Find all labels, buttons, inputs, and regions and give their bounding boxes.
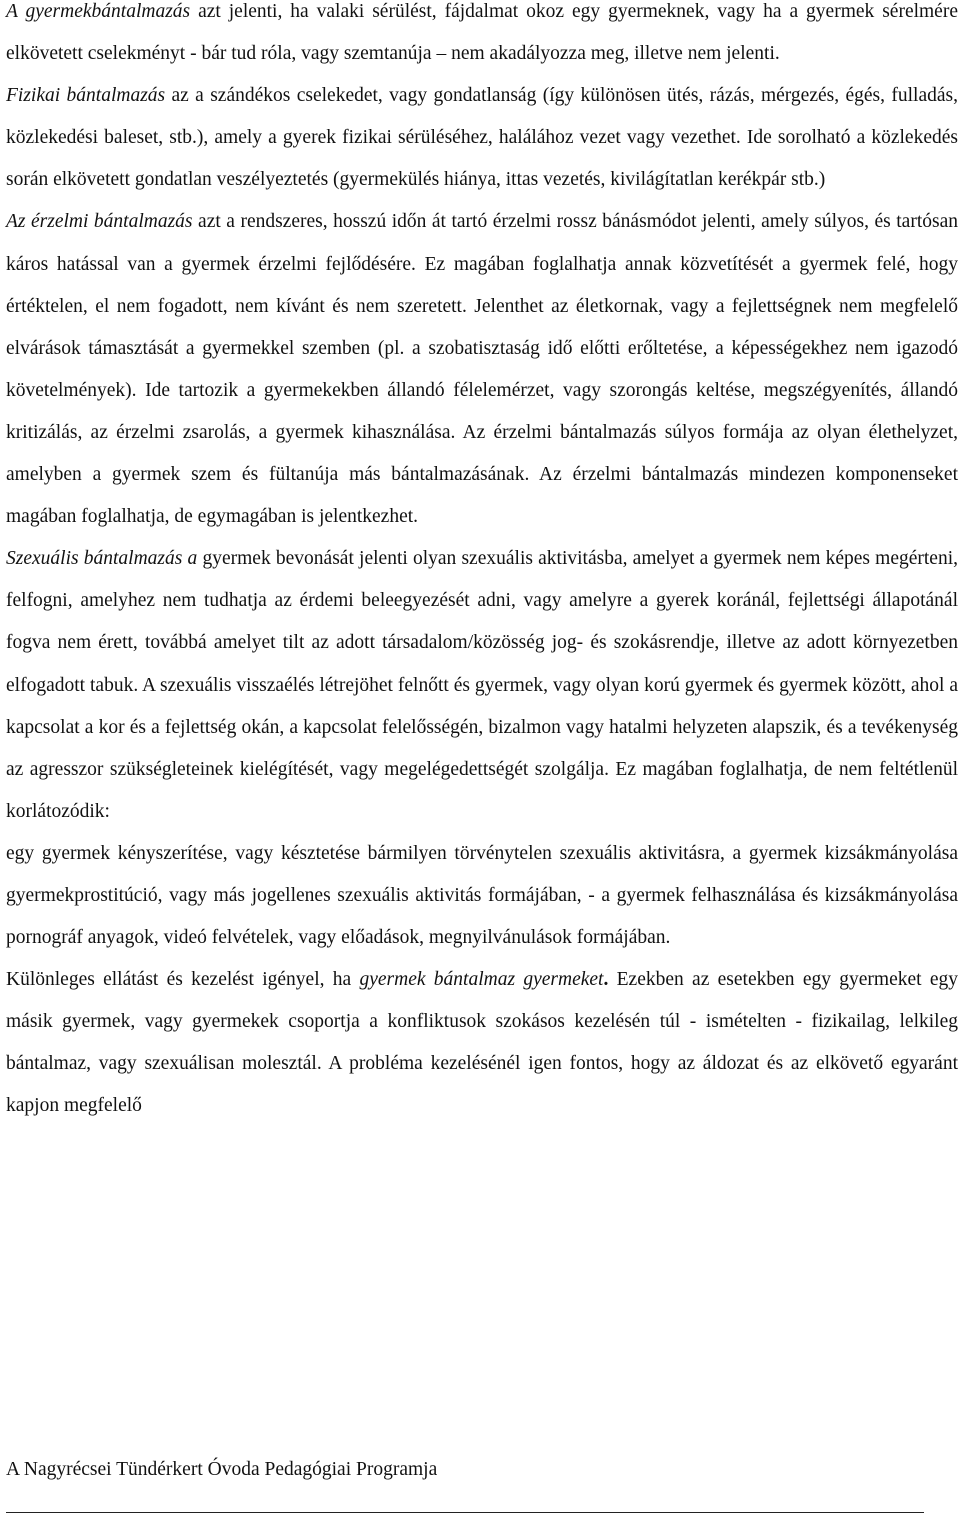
bold-period: .: [603, 969, 609, 991]
term-child-abuse: A gyermekbántalmazás: [6, 1, 191, 22]
term-physical-abuse: Fizikai bántalmazás: [6, 85, 166, 107]
page-footer: A Nagyrécsei Tündérkert Óvoda Pedagógiai Programja: [6, 1459, 438, 1480]
paragraph-physical-abuse: [6, 75, 958, 201]
paragraph-text: Ezekben az esetekben egy gyermeket egy másik gyermek, vagy gyermekek csoportja a konfliktusok szokásos kezelésén túl - ismételten - fizikailag, lelkileg bántalmaz, vagy szexuálisan molesztál. A probléma kezelésénél igen fontos, hogy az áldozat és az elkövető egyaránt kapjon megfelelő: [6, 969, 958, 1117]
paragraph-text: egy gyermek kényszerítése, vagy késztetése bármilyen törvénytelen szexuális aktivitásra, a gyermek kizsákmányolása gyermekprostitúció, vagy más jogellenes szexuális aktivitás formájában, - a gyermek felhasználása és kizsákmányolása pornográf anyagok, videó felvételek, vagy előadások, megnyilvánulások formájában.: [6, 842, 958, 949]
term-sexual-abuse: Szexuális bántalmazás a: [6, 548, 198, 570]
document-body: [6, 0, 958, 1128]
paragraph-text: gyermek bevonását jelenti olyan szexuális aktivitásba, amelyet a gyermek nem képes megérteni, felfogni, amelyhez nem tudhatja az érdemi beleegyezését adni, vagy amelyre a gyerek koránál, fejlettségi állapotánál fogva nem érett, továbbá amelyet tilt az adott társadalom/közösség jog- és szokásrendje, illetve az adott környezetben elfogadott tabuk. A szexuális visszaélés létrejöhet felnőtt és gyermek, vagy olyan korú gyermek és gyermek között, ahol a kapcsolat a kor és a fejlettség okán, a kapcsolat felelősségén, bizalmon vagy hatalmi helyzeten alapszik, és a tevékenység az agresszor szükségleteinek kielégítését, vagy megelégedettségét szolgálja. Ez magában foglalhatja, de nem feltétlenül korlátozódik:: [6, 548, 958, 822]
paragraph-sexual-abuse-forms: [6, 833, 958, 959]
term-child-abuses-child: gyermek bántalmaz gyermeket: [359, 969, 604, 991]
paragraph-child-abuses-child: [6, 959, 958, 1127]
paragraph-emotional-abuse: [6, 201, 958, 538]
paragraph-text: az a szándékos cselekedet, vagy gondatlanság (így különösen ütés, rázás, mérgezés, égés, fulladás, közlekedési baleset, stb.), amely a gyerek fizikai sérüléséhez, halálához vezet vagy vezethet. Ide sorolható a közlekedés során elkövetett gondatlan veszélyeztetés (gyermekülés hiánya, ittas vezetés, kivilágítatlan kerékpár stb.): [6, 85, 958, 191]
footer-rule: [6, 1512, 924, 1513]
paragraph-sexual-abuse: [6, 538, 958, 833]
paragraph-text: azt jelenti, ha valaki sérülést, fájdalmat okoz egy gyermeknek, vagy ha a gyermek sérelmére elkövetett cselekményt - bár tud róla, vagy szemtanúja – nem akadályozza meg, illetve nem jelenti.: [6, 1, 958, 65]
paragraph-text: azt a rendszeres, hosszú időn át tartó érzelmi rossz bánásmódot jelenti, amely súlyos, és tartósan káros hatással van a gyermek érzelmi fejlődésére. Ez magában foglalhatja annak közvetítését a gyermek felé, hogy értéktelen, el nem fogadott, nem kívánt és nem szeretett. Jelenthet az életkornak, vagy a fejlettségnek nem megfelelő elvárások támasztását a gyermekkel szemben (pl. a szobatisztaság idő előtti erőltetése, a képességekhez nem igazodó követelmények). Ide tartozik a gyermekekben állandó félelemérzet, vagy szorongás keltése, megszégyenítés, állandó kritizálás, az érzelmi zsarolás, a gyermek kihasználása. Az érzelmi bántalmazás súlyos formája az olyan élethelyzet, amelyben a gyermek szem és fültanúja más bántalmazásának. Az érzelmi bántalmazás mindezen komponenseket magában foglalhatja, de egymagában is jelentkezhet.: [6, 211, 958, 528]
document-page: [6, 0, 958, 1128]
paragraph-text: Különleges ellátást és kezelést igényel, ha: [6, 969, 360, 991]
term-emotional-abuse: Az érzelmi bántalmazás: [6, 211, 193, 233]
paragraph-abuse-definition: [6, 0, 958, 75]
